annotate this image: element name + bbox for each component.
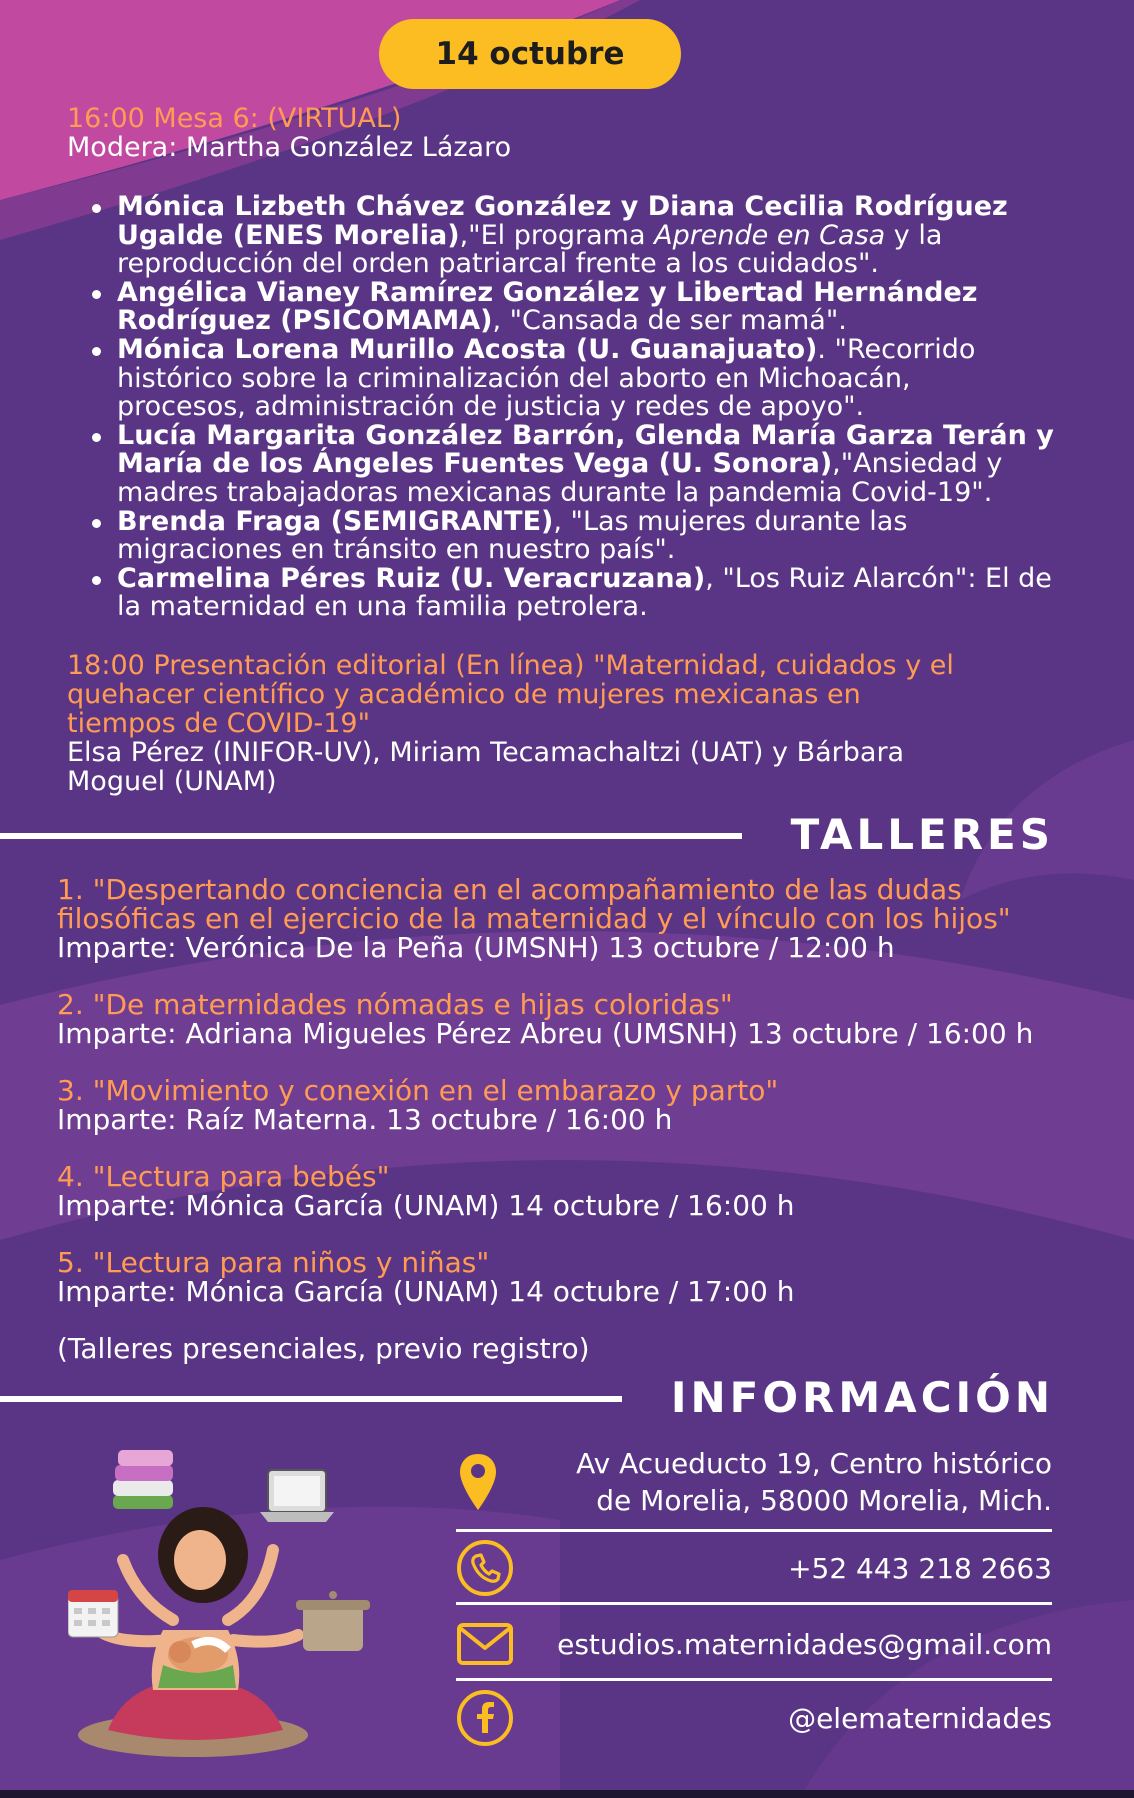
facebook-row: [456, 1689, 1052, 1747]
talk-line: [117, 450, 1107, 479]
address-line: de Morelia, 58000 Morelia, Mich.: [596, 1484, 1052, 1517]
address-text: [518, 1445, 1052, 1519]
talk-list: [87, 193, 1107, 622]
talk-text: ,"Ansiedad y: [832, 448, 1003, 480]
talk-line: [117, 505, 1107, 537]
workshop-detail: Imparte: Raíz Materna. 13 octubre / 16:00 h: [57, 1103, 673, 1136]
facebook-handle[interactable]: @elematernidades: [788, 1701, 1052, 1735]
email-row: [456, 1616, 1052, 1672]
talk-text: histórico sobre la criminalización del aborto en Michoacán,: [117, 362, 911, 394]
talk-authors: Brenda Fraga (SEMIGRANTE): [117, 505, 554, 537]
facebook-icon: [456, 1689, 514, 1747]
talk-authors: Rodríguez (PSICOMAMA): [117, 305, 493, 337]
workshop-detail: Imparte: Adriana Migueles Pérez Abreu (UMSNH) 13 octubre / 16:00 h: [57, 1017, 1034, 1050]
workshop-title-line: 1. "Despertando conciencia en el acompañamiento de las dudas: [57, 873, 962, 906]
presentation-title-line: 18:00 Presentación editorial (En línea) "Maternidad, cuidados y el: [67, 650, 954, 681]
workshop-title-line: 2. "De maternidades nómadas e hijas coloridas": [57, 988, 733, 1021]
presentation-title-line: quehacer científico y académico de mujeres mexicanas en: [67, 679, 861, 710]
talk-line: [117, 219, 1107, 251]
talk-line: [117, 419, 1107, 451]
phone-row: [456, 1539, 1052, 1597]
talk-text: procesos, administración de justicia y redes de apoyo".: [117, 391, 865, 423]
info-divider: [456, 1529, 1052, 1532]
talk-text: migraciones en tránsito en nuestro país".: [117, 534, 676, 566]
talk-item: [117, 562, 1107, 623]
location-pin-icon: [456, 1452, 500, 1512]
workshop-item: [57, 1162, 1033, 1220]
session-moderator: Modera: Martha González Lázaro: [67, 132, 512, 163]
talk-text: y la: [885, 219, 943, 251]
talk-text: , "Cansada de ser mamá".: [492, 305, 847, 337]
talk-line: [117, 307, 1107, 336]
workshop-title-line: 5. "Lectura para niños y niñas": [57, 1246, 490, 1279]
talk-authors: Mónica Lizbeth Chávez González y Diana Cecilia Rodríguez: [117, 191, 1008, 222]
workshop-detail: Imparte: Mónica García (UNAM) 14 octubre / 17:00 h: [57, 1275, 795, 1308]
session-header: [67, 104, 511, 162]
talk-item: [117, 419, 1107, 508]
address-row: [456, 1440, 1052, 1524]
talk-line: [117, 333, 1107, 365]
presentation-authors-line: Elsa Pérez (INIFOR-UV), Miriam Tecamachaltzi (UAT) y Bárbara: [67, 737, 905, 768]
workshop-title-line: 4. "Lectura para bebés": [57, 1160, 390, 1193]
talk-line: [117, 193, 1107, 222]
talk-authors: Lucía Margarita González Barrón, Glenda María Garza Terán y: [117, 419, 1054, 451]
workshop-item: [57, 1076, 1033, 1134]
email-address[interactable]: estudios.maternidades@gmail.com: [557, 1627, 1052, 1661]
editorial-presentation: [67, 651, 954, 796]
session-title: 16:00 Mesa 6: (VIRTUAL): [67, 103, 402, 134]
talk-authors: Mónica Lorena Murillo Acosta (U. Guanajuato): [117, 333, 818, 365]
talleres-heading: TALLERES: [790, 810, 1054, 859]
talleres-divider: [0, 833, 742, 839]
mother-illustration: [68, 1430, 388, 1760]
date-badge: 14 octubre: [379, 19, 681, 89]
workshops-note: (Talleres presenciales, previo registro): [57, 1332, 590, 1365]
address-line: Av Acueducto 19, Centro histórico: [576, 1447, 1052, 1480]
info-divider: [456, 1678, 1052, 1681]
workshop-item: [57, 875, 1033, 962]
workshop-item: [57, 990, 1033, 1048]
talk-line: [117, 362, 1107, 394]
talk-text: , "Las mujeres durante las: [553, 505, 908, 537]
workshop-item: [57, 1248, 1033, 1306]
informacion-heading: INFORMACIÓN: [670, 1373, 1054, 1422]
talk-line: [117, 562, 1107, 594]
talk-line: [117, 476, 1107, 508]
presentation-title-line: tiempos de COVID-19": [67, 708, 371, 739]
talk-text: madres trabajadoras mexicanas durante la pandemia Covid-19".: [117, 476, 993, 508]
talk-line: [117, 250, 1107, 279]
phone-icon: [456, 1539, 514, 1597]
talk-item: [117, 276, 1107, 337]
talk-program-name: Aprende en Casa: [654, 219, 886, 251]
info-divider: [456, 1602, 1052, 1605]
talk-line: [117, 276, 1107, 308]
talk-authors: Angélica Vianey Ramírez González y Libertad Hernández: [117, 276, 978, 308]
talk-item: [117, 333, 1107, 423]
informacion-divider: [0, 1396, 622, 1402]
workshop-detail: Imparte: Verónica De la Peña (UMSNH) 13 octubre / 12:00 h: [57, 931, 895, 964]
talk-text: reproducción del orden patriarcal frente a los cuidados".: [117, 248, 879, 280]
talk-line: [117, 593, 1107, 622]
envelope-icon: [456, 1622, 514, 1666]
talk-line: [117, 393, 1107, 422]
talk-item: [117, 505, 1107, 566]
workshop-title-line: filosóficas en el ejercicio de la maternidad y el vínculo con los hijos": [57, 902, 1011, 935]
talk-text: la maternidad en una familia petrolera.: [117, 591, 648, 623]
phone-number[interactable]: +52 443 218 2663: [788, 1551, 1052, 1585]
workshop-title-line: 3. "Movimiento y conexión en el embarazo y parto": [57, 1074, 779, 1107]
talk-line: [117, 536, 1107, 565]
talk-text: . "Recorrido: [817, 333, 976, 365]
workshop-list: [57, 875, 1033, 1334]
talk-text: ,"El programa: [459, 219, 655, 251]
workshop-detail: Imparte: Mónica García (UNAM) 14 octubre / 16:00 h: [57, 1189, 795, 1222]
talk-text: , "Los Ruiz Alarcón": El de: [705, 562, 1052, 594]
talk-item: [117, 193, 1107, 279]
presentation-authors-line: Moguel (UNAM): [67, 766, 277, 797]
talk-authors: Ugalde (ENES Morelia): [117, 219, 460, 251]
talk-authors: María de los Ángeles Fuentes Vega (U. Sonora): [117, 448, 833, 480]
talk-authors: Carmelina Péres Ruiz (U. Veracruzana): [117, 562, 706, 594]
